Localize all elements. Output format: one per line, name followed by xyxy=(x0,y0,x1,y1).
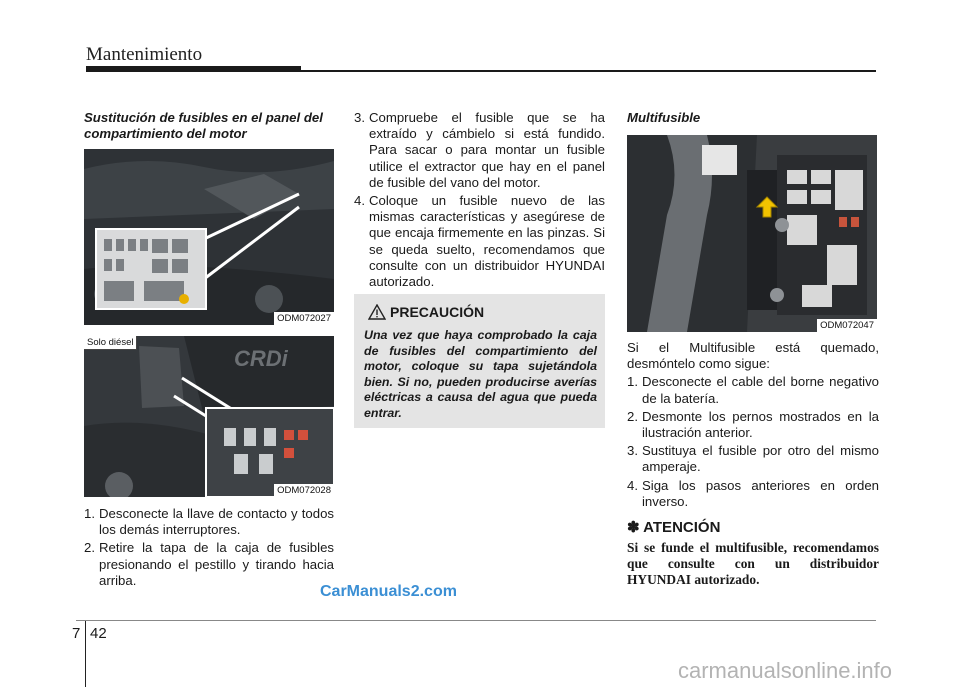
photo-code-label: ODM072027 xyxy=(274,312,334,325)
list-item: 4. Siga los pasos anteriores en orden inverso. xyxy=(627,477,879,509)
column-left-steps xyxy=(84,506,334,591)
chapter-number: 7 xyxy=(72,625,81,642)
steps-list xyxy=(354,110,605,290)
column-left xyxy=(84,110,334,150)
list-item: 2. Desmonte los pernos mostrados en la ilustración anterior. xyxy=(627,408,879,441)
caution-box xyxy=(354,294,605,428)
watermark-link-bottom[interactable]: carmanualsonline.info xyxy=(678,658,893,683)
list-item: 3. Sustituya el fusible por otro del mismo amperaje. xyxy=(627,443,879,475)
column-middle xyxy=(354,110,605,292)
photo-code-label: ODM072028 xyxy=(274,484,334,497)
section-title-multifuse: Multifusible xyxy=(627,110,701,125)
svg-text:CRDi: CRDi xyxy=(234,346,288,371)
steps-list xyxy=(627,374,879,510)
page-number: 42 xyxy=(90,625,107,642)
steps-list xyxy=(84,506,334,589)
list-item: 1. Desconecte la llave de contacto y todos los demás interruptores. xyxy=(84,506,334,538)
column-right xyxy=(627,110,879,134)
page-header-title: Mantenimiento xyxy=(86,44,203,65)
notice-title: ✽ ATENCIÓN xyxy=(627,519,721,536)
multifuse-illustration xyxy=(627,135,877,332)
notice-text: Si se funde el multifusible, recomendamos que consulte con un distribuidor HYUNDAI autorizado. xyxy=(627,540,879,587)
caution-header xyxy=(368,304,484,320)
diesel-engine-photo xyxy=(84,336,334,497)
warning-triangle-icon xyxy=(368,304,386,320)
multifuse-intro: Si el Multifusible está quemado, desmóntelo como sigue: xyxy=(627,340,879,372)
footer-rule xyxy=(76,620,876,621)
watermark-link-top[interactable]: CarManuals2.com xyxy=(320,583,457,600)
column-right-body xyxy=(627,340,879,512)
caution-text: Una vez que haya comprobado la caja de fusibles del compartimiento del motor, coloque su tapa sujetándola bien. Si no, pueden producirse averías eléctricas a causa del agua que pueda entrar. xyxy=(364,328,597,420)
list-item: 1. Desconecte el cable del borne negativo de la batería. xyxy=(627,374,879,406)
section-title-engine-fuses: Sustitución de fusibles en el panel del compartimiento del motor xyxy=(84,110,323,141)
footer-separator xyxy=(85,621,86,687)
header-rule-thin xyxy=(86,70,876,72)
diesel-engine-illustration xyxy=(84,336,334,497)
photo-code-label: ODM072047 xyxy=(817,319,877,332)
engine-bay-illustration xyxy=(84,149,334,325)
list-item: 2. Retire la tapa de la caja de fusibles presionando el pestillo y tirando hacia arriba. xyxy=(84,540,334,588)
multifuse-photo xyxy=(627,135,877,332)
engine-bay-photo xyxy=(84,149,334,325)
caution-title: PRECAUCIÓN xyxy=(390,304,485,320)
list-item: 4. Coloque un fusible nuevo de las mismas características y asegúrese de que encaja firmemente en las pinzas. Si se queda suelto, recomendamos que consulte con un distribuidor HYUNDAI autorizado. xyxy=(354,193,605,290)
diesel-only-tag: Solo diésel xyxy=(84,336,137,350)
list-item: 3. Compruebe el fusible que se ha extraído y cámbielo si está fundido. Para sacar o para montar un fusible utilice el extractor que hay en el panel de fusible del vano del motor. xyxy=(354,110,605,190)
